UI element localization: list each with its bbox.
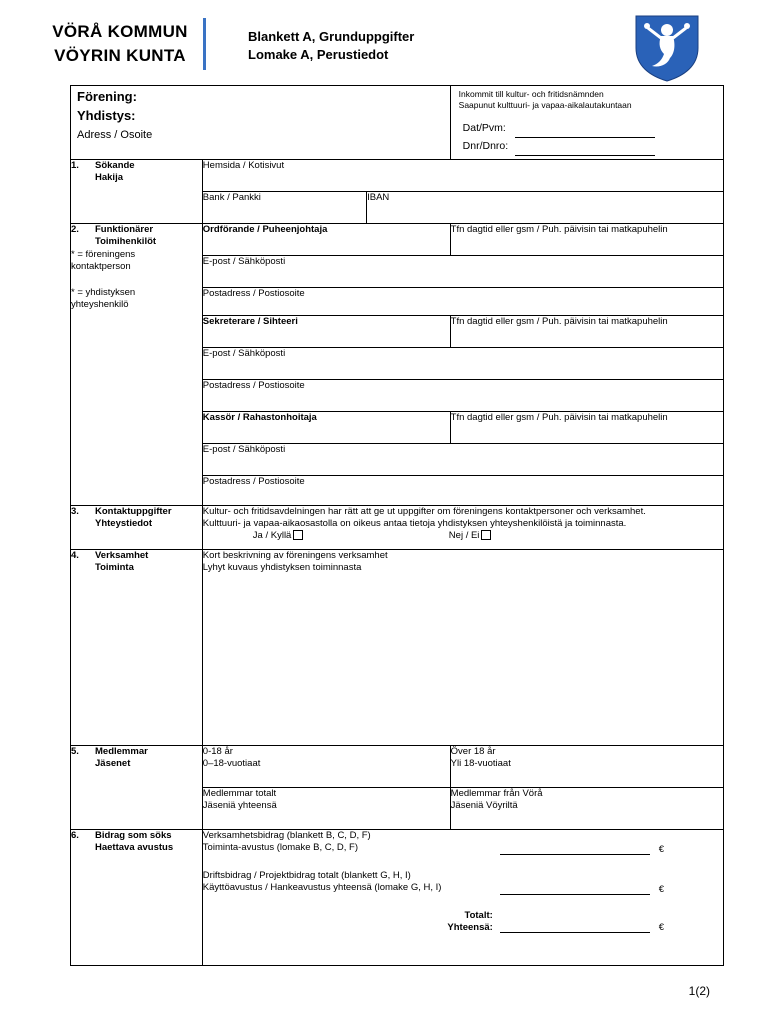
secretary-phone-label: Tfn dagtid eller gsm / Puh. päivisin tai matkapuhelin xyxy=(450,315,668,327)
section-1-title-sv: Sökande xyxy=(95,159,135,171)
secretary-phone-field[interactable] xyxy=(450,315,723,347)
yes-checkbox[interactable] xyxy=(293,530,303,540)
project-grant-euro: € xyxy=(658,883,665,895)
consent-box xyxy=(202,505,723,549)
section-3-title-sv: Kontaktuppgifter xyxy=(95,505,172,517)
chair-email-field[interactable] xyxy=(202,255,723,287)
members-total-field[interactable] xyxy=(202,787,450,829)
over-18-label-sv: Över 18 år xyxy=(450,745,496,757)
treasurer-name-field[interactable] xyxy=(202,411,450,443)
bank-field[interactable] xyxy=(202,191,366,223)
form-title-swedish: Blankett A, Grunduppgifter xyxy=(248,29,415,44)
secretary-label: Sekreterare / Sihteeri xyxy=(202,315,298,327)
section-3-title-fi: Yhteystiedot xyxy=(95,517,153,529)
section-3-number: 3. xyxy=(71,505,79,517)
section-6-label xyxy=(71,829,203,965)
section-4-label xyxy=(71,549,203,745)
section-4-title-fi: Toiminta xyxy=(95,561,134,573)
iban-label: IBAN xyxy=(367,191,390,203)
consent-no-option[interactable] xyxy=(449,530,492,542)
treasurer-email-field[interactable] xyxy=(202,443,723,475)
dnr-label: Dnr/Dnro: xyxy=(462,140,509,152)
section-5-number: 5. xyxy=(71,745,79,757)
form-title-finnish: Lomake A, Perustiedot xyxy=(248,47,389,62)
consent-yes-label: Ja / Kyllä xyxy=(252,529,292,541)
consent-text-sv: Kultur- och fritidsavdelningen har rätt att ge ut uppgifter om föreningens kontaktpersoner och verksamhet. xyxy=(202,505,646,517)
chair-email-label: E-post / Sähköposti xyxy=(202,255,286,267)
coat-of-arms-icon xyxy=(632,14,702,82)
consent-text-fi: Kulttuuri- ja vapaa-aikaosastolla on oikeus antaa tietoja yhdistyksen yhteyshenkilöistä ja toiminnasta. xyxy=(202,517,627,529)
section-2-label xyxy=(71,223,203,505)
members-total-label-sv: Medlemmar totalt xyxy=(202,787,277,799)
application-form xyxy=(70,85,724,966)
section-5-title-fi: Jäsenet xyxy=(95,757,131,769)
dnr-field[interactable] xyxy=(515,138,655,156)
section-2-title-sv: Funktionärer xyxy=(95,223,154,235)
total-label-sv: Totalt: xyxy=(464,909,493,921)
project-grant-amount-field[interactable] xyxy=(500,886,650,895)
chair-phone-label: Tfn dagtid eller gsm / Puh. päivisin tai matkapuhelin xyxy=(450,223,668,235)
activity-grant-label-sv: Verksamhetsbidrag (blankett B, C, D, F) xyxy=(202,829,371,841)
chair-name-field[interactable] xyxy=(202,223,450,255)
secretary-name-field[interactable] xyxy=(202,315,450,347)
iban-field[interactable] xyxy=(367,191,724,223)
date-field[interactable] xyxy=(515,120,655,138)
address-field[interactable] xyxy=(71,127,451,159)
section-2-title-fi: Toimihenkilöt xyxy=(95,235,157,247)
over-18-label-fi: Yli 18-vuotiaat xyxy=(450,757,511,769)
office-use-box xyxy=(450,86,723,160)
chair-phone-field[interactable] xyxy=(450,223,723,255)
section-1-title-fi: Hakija xyxy=(95,171,123,183)
header-divider xyxy=(203,18,206,70)
activity-grant-euro: € xyxy=(658,843,665,855)
form-title xyxy=(248,28,414,64)
members-vora-field[interactable] xyxy=(450,787,723,829)
treasurer-email-label: E-post / Sähköposti xyxy=(202,443,286,455)
activity-grant-label-fi: Toiminta-avustus (lomake B, C, D, F) xyxy=(202,841,359,853)
members-vora-label-sv: Medlemmar från Vörå xyxy=(450,787,543,799)
no-checkbox[interactable] xyxy=(481,530,491,540)
section-5-title-sv: Medlemmar xyxy=(95,745,148,757)
grants-box xyxy=(202,829,723,965)
members-total-label-fi: Jäseniä yhteensä xyxy=(202,799,277,811)
section-1-label xyxy=(71,159,203,223)
section-6-number: 6. xyxy=(71,829,79,841)
project-grant-label-fi: Käyttöavustus / Hankeavustus yhteensä (lomake G, H, I) xyxy=(202,881,442,893)
consent-yes-option[interactable] xyxy=(253,530,304,542)
organization-name-field[interactable] xyxy=(71,86,451,128)
members-0-18-field[interactable] xyxy=(202,745,450,787)
received-label-fi: Saapunut kulttuuri- ja vapaa-aikalautakuntaan xyxy=(458,100,632,110)
section-1-number: 1. xyxy=(71,159,79,171)
activity-desc-label-sv: Kort beskrivning av föreningens verksamhet xyxy=(202,549,388,561)
secretary-postal-label: Postadress / Postiosoite xyxy=(202,379,305,391)
section-4-title-sv: Verksamhet xyxy=(95,549,149,561)
activity-description-field[interactable] xyxy=(202,549,723,745)
secretary-email-label: E-post / Sähköposti xyxy=(202,347,286,359)
chair-postal-field[interactable] xyxy=(202,287,723,315)
age-0-18-label-sv: 0-18 år xyxy=(202,745,233,757)
chair-postal-label: Postadress / Postiosoite xyxy=(202,287,305,299)
members-over-18-field[interactable] xyxy=(450,745,723,787)
project-grant-label-sv: Driftsbidrag / Projektbidrag totalt (blankett G, H, I) xyxy=(202,869,411,881)
total-label-fi: Yhteensä: xyxy=(447,921,493,933)
activity-grant-amount-field[interactable] xyxy=(500,846,650,855)
treasurer-postal-label: Postadress / Postiosoite xyxy=(202,475,305,487)
section-5-label xyxy=(71,745,203,829)
treasurer-phone-field[interactable] xyxy=(450,411,723,443)
page-number: 1(2) xyxy=(688,984,710,998)
org-name-swedish: VÖRÅ KOMMUN xyxy=(52,22,188,41)
organization-name xyxy=(40,20,200,68)
secretary-email-field[interactable] xyxy=(202,347,723,379)
section-2-number: 2. xyxy=(71,223,79,235)
association-label-fi: Yhdistys: xyxy=(77,108,136,123)
treasurer-phone-label: Tfn dagtid eller gsm / Puh. päivisin tai matkapuhelin xyxy=(450,411,668,423)
treasurer-postal-field[interactable] xyxy=(202,475,723,505)
contact-note-fi: * = yhdistyksen yhteyshenkilö xyxy=(71,286,136,310)
homepage-label: Hemsida / Kotisivut xyxy=(202,159,285,171)
org-name-finnish: VÖYRIN KUNTA xyxy=(54,46,186,65)
section-6-title-sv: Bidrag som söks xyxy=(95,829,172,841)
bank-label: Bank / Pankki xyxy=(202,191,261,203)
association-label-sv: Förening: xyxy=(77,89,137,104)
treasurer-label: Kassör / Rahastonhoitaja xyxy=(202,411,317,423)
consent-no-label: Nej / Ei xyxy=(448,529,480,541)
homepage-field[interactable] xyxy=(202,159,723,191)
received-label-sv: Inkommit till kultur- och fritidsnämnden xyxy=(458,89,604,99)
members-vora-label-fi: Jäseniä Vöyriltä xyxy=(450,799,518,811)
contact-note-sv: * = föreningens kontaktperson xyxy=(71,248,136,272)
section-4-number: 4. xyxy=(71,549,79,561)
secretary-postal-field[interactable] xyxy=(202,379,723,411)
total-amount-field[interactable] xyxy=(500,924,650,933)
date-label: Dat/Pvm: xyxy=(462,122,506,134)
section-6-title-fi: Haettava avustus xyxy=(95,841,174,853)
age-0-18-label-fi: 0–18-vuotiaat xyxy=(202,757,261,769)
total-euro: € xyxy=(658,921,665,933)
chair-label: Ordförande / Puheenjohtaja xyxy=(202,223,328,235)
section-3-label xyxy=(71,505,203,549)
activity-desc-label-fi: Lyhyt kuvaus yhdistyksen toiminnasta xyxy=(202,561,362,573)
address-label: Adress / Osoite xyxy=(77,129,153,141)
